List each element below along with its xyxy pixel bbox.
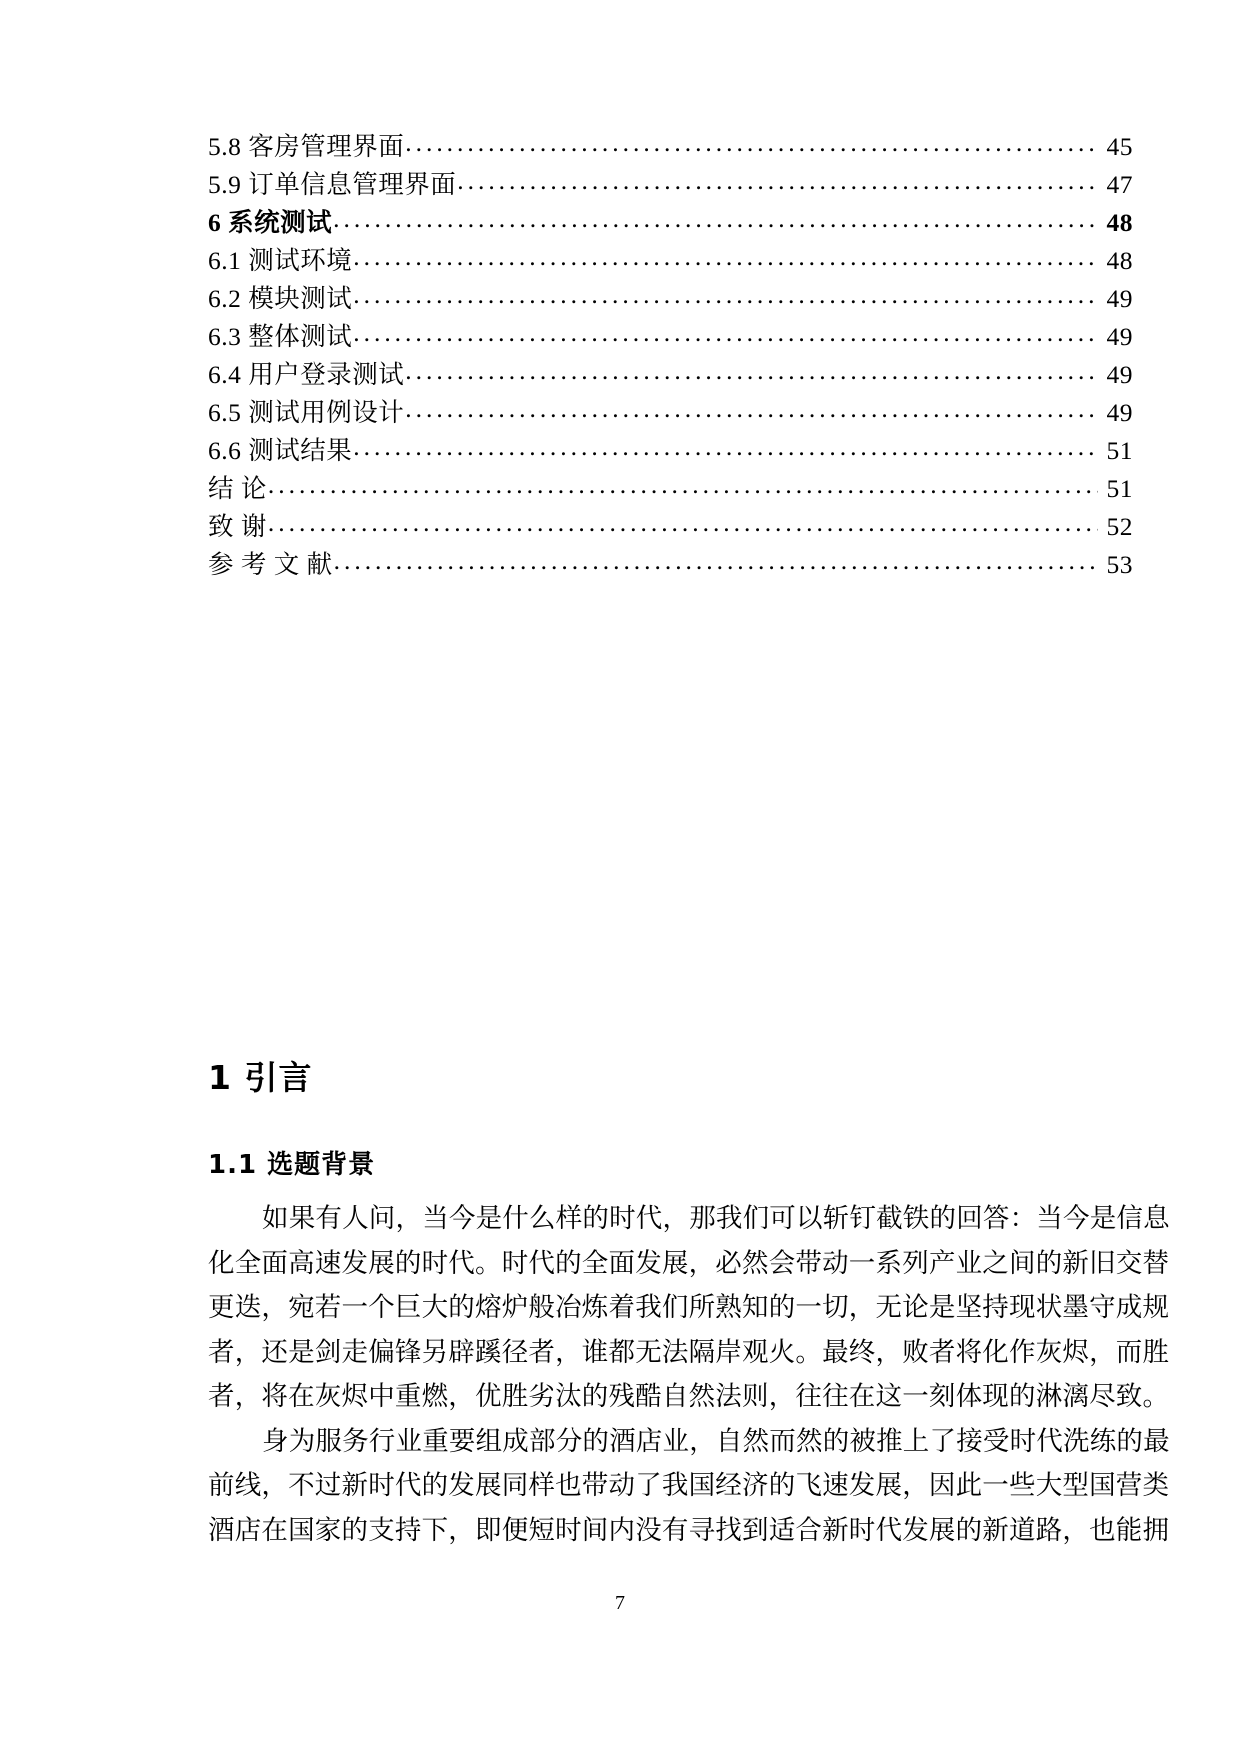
toc-entry[interactable] [208,204,1133,242]
section-heading: 1.1 选题背景 [208,1150,376,1180]
toc-entry[interactable] [208,394,1133,432]
paragraph-line: 身为服务行业重要组成部分的酒店业，自然而然的被推上了接受时代洗练的最 [262,1425,1170,1456]
toc-entry-page: 53 [1106,550,1133,579]
toc-leader-dots [268,472,1098,498]
toc-entry[interactable] [208,280,1133,318]
paragraph-line: 酒店在国家的支持下，即便短时间内没有寻找到适合新时代发展的新道路，也能拥 [208,1514,1170,1545]
toc-entry[interactable] [208,546,1133,584]
paragraph-line: 者，将在灰烬中重燃，优胜劣汰的残酷自然法则，往往在这一刻体现的淋漓尽致。 [208,1381,1170,1411]
toc-entry-label: 5.9 订单信息管理界面 [208,170,457,199]
toc-entry-page: 48 [1106,246,1133,275]
toc-leader-dots [353,320,1098,346]
paragraph-line: 更迭，宛若一个巨大的熔炉般冶炼着我们所熟知的一切，无论是坚持现状墨守成规 [208,1292,1170,1322]
toc-entry-label: 6.3 整体测试 [208,322,353,351]
toc-entry-label: 6.6 测试结果 [208,436,353,465]
toc-entry-label: 6.5 测试用例设计 [208,398,405,427]
page-number-footer: 7 [615,1592,625,1614]
toc-leader-dots [405,130,1098,156]
toc-leader-dots [405,396,1098,422]
toc-entry[interactable] [208,432,1133,470]
toc-entry-label: 6 系统测试 [208,208,333,237]
toc-leader-dots [334,548,1098,574]
toc-entry-page: 47 [1106,170,1133,199]
toc-entry-page: 49 [1106,322,1133,351]
toc-entry-label: 6.4 用户登录测试 [208,360,405,389]
toc-entry-label: 6.2 模块测试 [208,284,353,313]
toc-entry-label: 结 论 [208,474,267,503]
toc-entry-page: 49 [1106,284,1133,313]
toc-entry[interactable] [208,508,1133,546]
paragraph-line: 化全面高速发展的时代。时代的全面发展，必然会带动一系列产业之间的新旧交替 [208,1247,1170,1278]
toc-entry-label: 6.1 测试环境 [208,246,353,275]
toc-entry-page: 52 [1106,512,1133,541]
toc-entry-page: 51 [1106,474,1133,503]
toc-leader-dots [353,434,1098,460]
paragraph-line: 如果有人问，当今是什么样的时代，那我们可以斩钉截铁的回答：当今是信息 [262,1203,1170,1233]
toc-entry-label: 致 谢 [208,512,267,541]
table-of-contents [208,128,1133,584]
toc-entry[interactable] [208,318,1133,356]
toc-entry[interactable] [208,166,1133,204]
paragraph-line: 前线，不过新时代的发展同样也带动了我国经济的飞速发展，因此一些大型国营类 [208,1470,1170,1500]
toc-leader-dots [333,206,1098,232]
toc-entry-label: 参 考 文 献 [208,550,333,579]
toc-leader-dots [353,244,1098,270]
toc-entry[interactable] [208,128,1133,166]
toc-leader-dots [405,358,1098,384]
toc-entry-label: 5.8 客房管理界面 [208,132,405,161]
toc-entry-page: 51 [1106,436,1133,465]
toc-leader-dots [268,510,1098,536]
toc-entry[interactable] [208,470,1133,508]
toc-leader-dots [457,168,1098,194]
toc-entry-page: 49 [1106,398,1133,427]
paragraph-line: 者，还是剑走偏锋另辟蹊径者，谁都无法隔岸观火。最终，败者将化作灰烬，而胜 [208,1336,1170,1367]
toc-entry[interactable] [208,242,1133,280]
toc-entry-page: 48 [1106,208,1133,237]
toc-entry[interactable] [208,356,1133,394]
toc-entry-page: 45 [1106,132,1133,161]
toc-entry-page: 49 [1106,360,1133,389]
body-content [208,1196,1170,1552]
toc-leader-dots [353,282,1098,308]
chapter-heading: 1 引言 [208,1058,313,1097]
